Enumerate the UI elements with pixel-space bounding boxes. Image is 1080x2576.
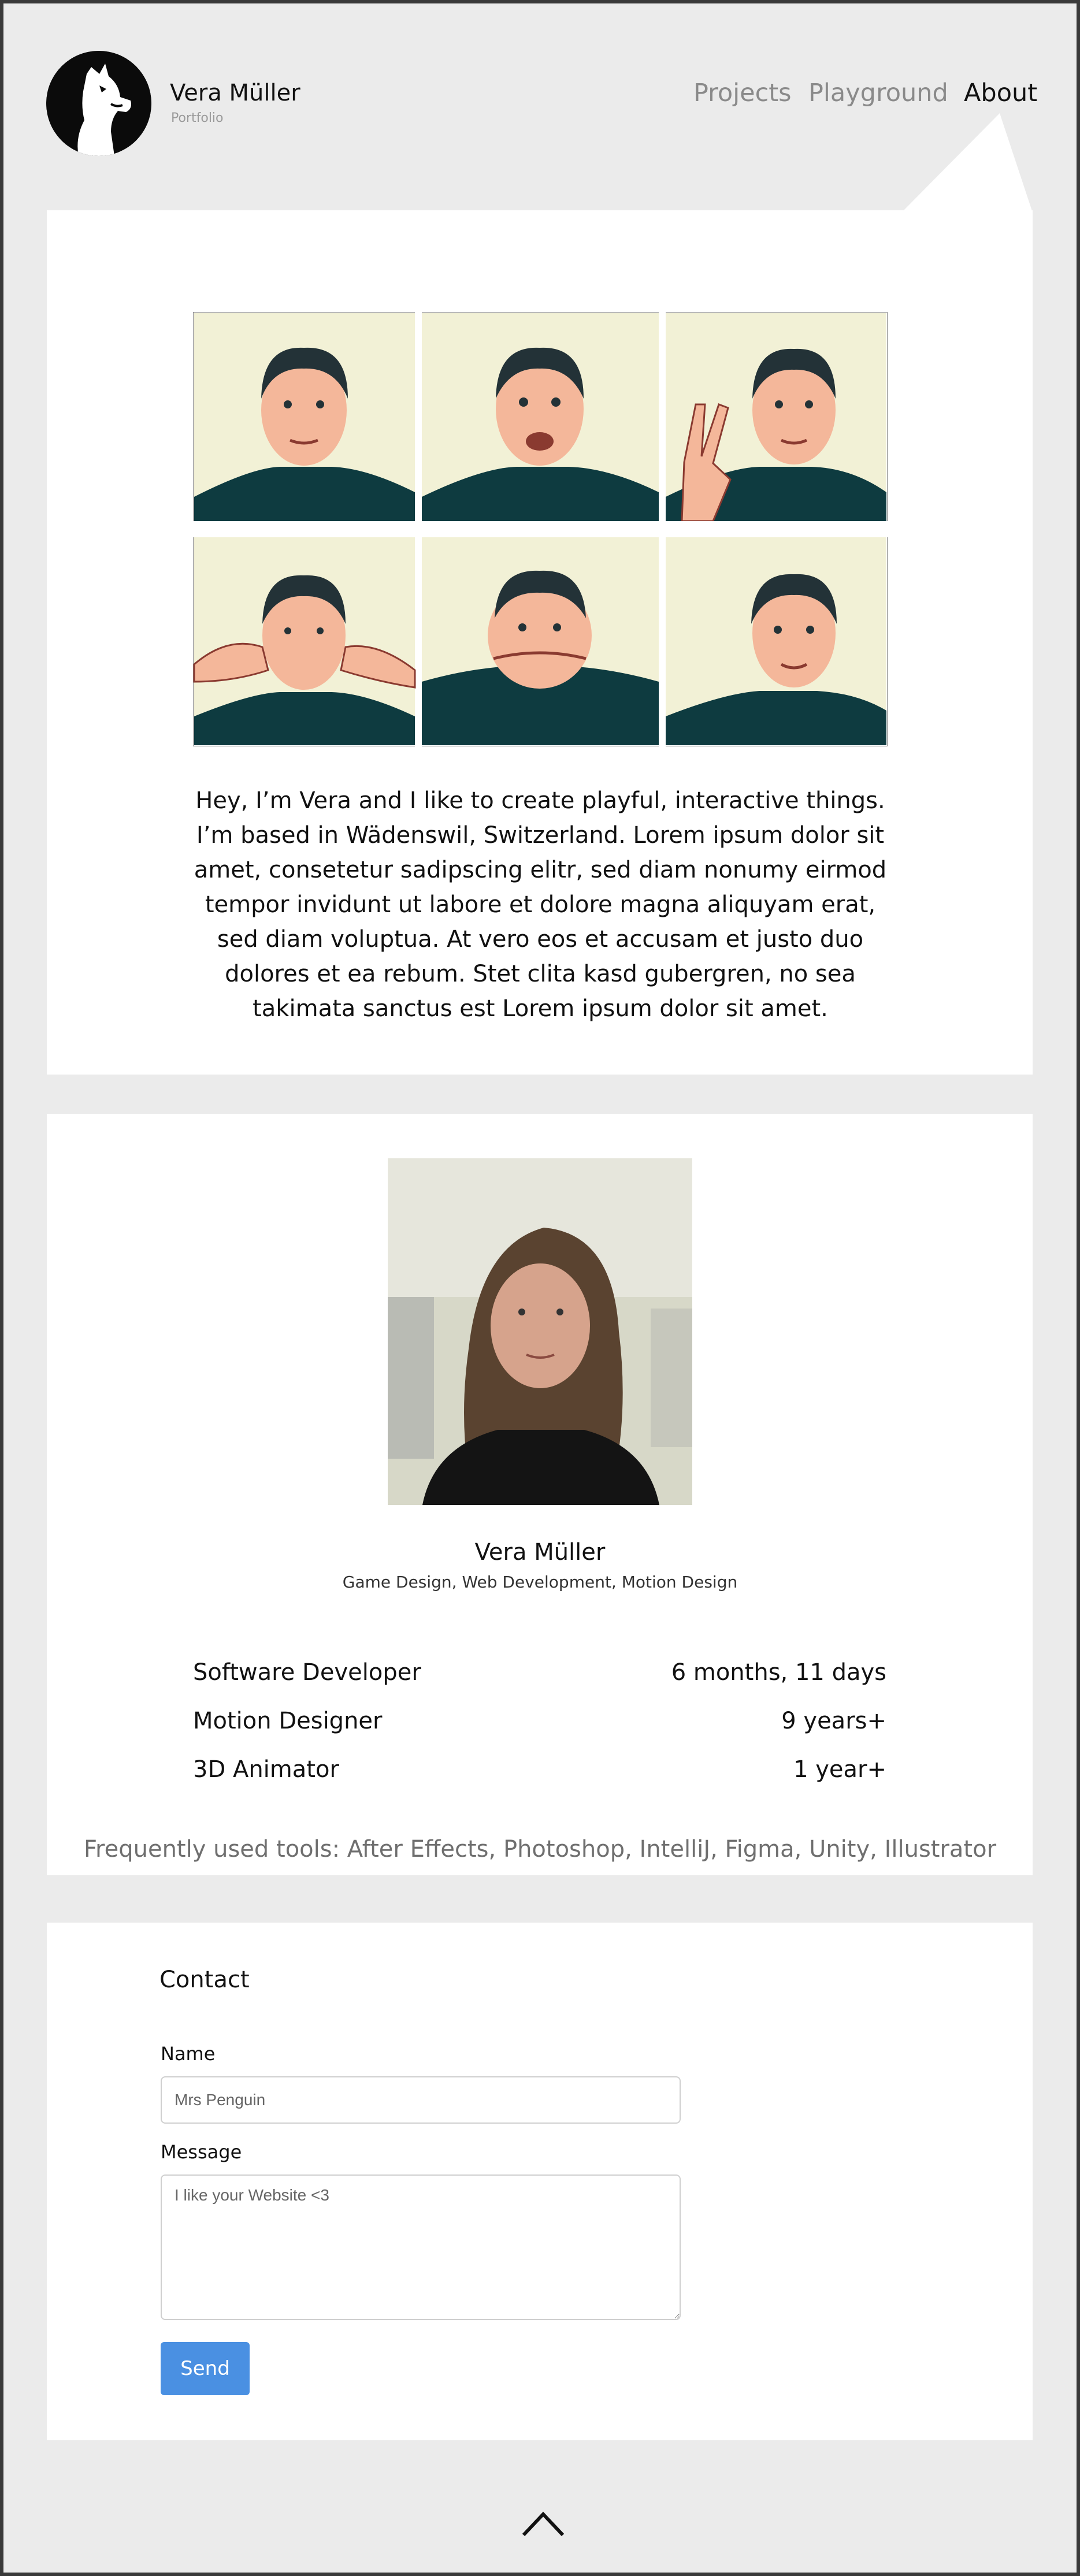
nav-playground[interactable]: Playground [808, 79, 948, 107]
selfie-collage-image [193, 312, 888, 746]
experience-duration: 9 years+ [781, 1708, 886, 1734]
experience-role: Motion Designer [193, 1708, 383, 1734]
frequently-used-tools: Frequently used tools: After Effects, Photoshop, IntelliJ, Figma, Unity, Illustrator [83, 1836, 997, 1863]
about-card-pointer [901, 113, 1034, 213]
brand-subtitle: Portfolio [171, 111, 224, 125]
selfie-tile [194, 537, 415, 745]
nav-projects[interactable]: Projects [693, 79, 792, 107]
profile-roles: Game Design, Web Development, Motion Design [342, 1573, 738, 1592]
about-intro-text: Hey, I’m Vera and I like to create playful, interactive things. I’m based in Wädenswil, Switzerland. Lorem ipsum dolor sit amet, consetetur sadipscing elitr, sed diam nonumy eirmod tempor invidunt ut labore et dolore magna aliquyam erat, sed diam voluptua. At vero eos et accusam et justo duo dolores et ea rebum. Stet clita kasd gubergren, no sea takimata sanctus est Lorem ipsum dolor sit amet. [194, 787, 887, 1022]
nav-about[interactable]: About [964, 79, 1038, 107]
name-label: Name [161, 2043, 216, 2065]
contact-title: Contact [159, 1967, 250, 1993]
selfie-tile [666, 537, 886, 745]
brand-name[interactable]: Vera Müller [170, 80, 300, 106]
message-textarea[interactable] [161, 2174, 681, 2320]
experience-role: Software Developer [193, 1659, 421, 1686]
profile-name: Vera Müller [474, 1539, 606, 1566]
name-input[interactable] [161, 2076, 681, 2124]
experience-duration: 6 months, 11 days [671, 1659, 886, 1686]
selfie-tile [194, 313, 415, 521]
selfie-tile [422, 313, 659, 521]
send-button[interactable]: Send [161, 2342, 250, 2395]
selfie-tile [666, 313, 886, 521]
selfie-tile [422, 537, 659, 745]
chevron-up-icon[interactable] [521, 2511, 565, 2537]
message-label: Message [161, 2141, 242, 2163]
llama-logo-icon[interactable] [46, 51, 151, 156]
portrait-photo [388, 1158, 692, 1505]
experience-duration: 1 year+ [793, 1756, 886, 1783]
experience-role: 3D Animator [193, 1756, 339, 1783]
